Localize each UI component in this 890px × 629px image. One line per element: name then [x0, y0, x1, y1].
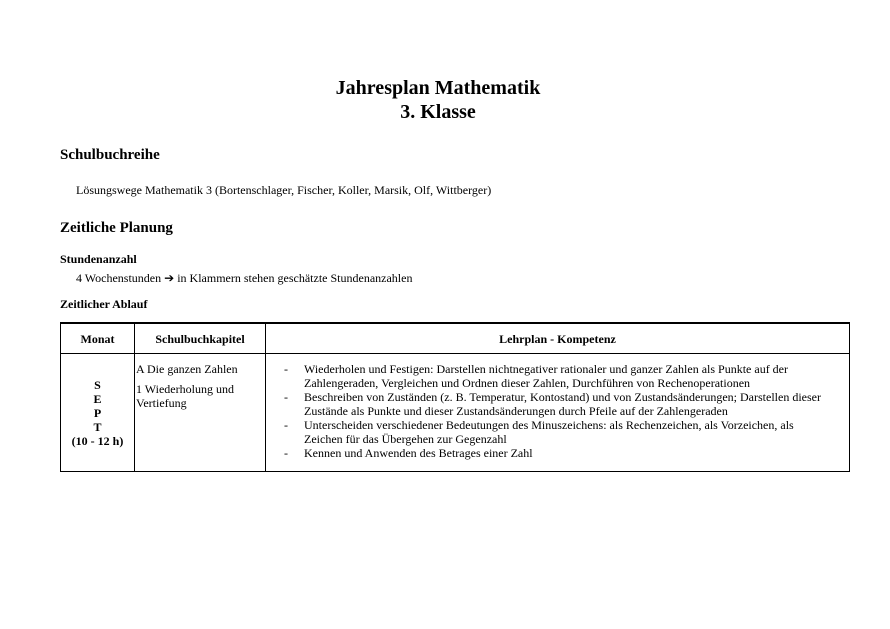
zeitliche-planung-heading: Zeitliche Planung: [60, 220, 173, 236]
stundenanzahl-heading: Stundenanzahl: [60, 252, 137, 266]
schulbuchreihe-text: Lösungswege Mathematik 3 (Bortenschlager, Fischer, Koller, Marsik, Olf, Wittberger): [76, 183, 492, 197]
month-letter: S: [94, 377, 101, 392]
list-item: - Wiederholen und Festigen: Darstellen nichtnegativer rationaler und ganzer Zahlen als Punkte auf der Zahlengeraden, Vergleichen und Ordnen dieser Zahlen, Durchführen von Rechenoperationen: [282, 362, 829, 390]
list-item: - Unterscheiden verschiedener Bedeutungen des Minuszeichens: als Rechenzeichen, als Vorzeichen, als Zeichen für das Übergehen zur Gegenzahl: [282, 418, 829, 446]
chapter-sub: 1 Wiederholung und Vertiefung: [136, 382, 234, 410]
month-cell: [61, 354, 135, 472]
table-header-row: [61, 323, 850, 354]
list-item: - Kennen und Anwenden des Betrages einer Zahl: [282, 446, 829, 460]
zeitlicher-ablauf-heading: Zeitlicher Ablauf: [60, 297, 148, 311]
title-line-1: Jahresplan Mathematik: [335, 77, 541, 99]
stundenanzahl-text: [76, 271, 412, 286]
month-letter: P: [93, 405, 102, 420]
header-schulbuchkapitel: Schulbuchkapitel: [135, 323, 266, 354]
document-title: [0, 76, 876, 124]
jahresplan-table: [60, 322, 850, 472]
schulbuchreihe-heading: Schulbuchreihe: [60, 147, 160, 163]
month-letter: T: [93, 419, 102, 434]
table-row: [61, 354, 850, 472]
chapter-main: A Die ganzen Zahlen: [136, 362, 238, 376]
list-item: - Beschreiben von Zuständen (z. B. Temperatur, Kontostand) und von Zustandsänderungen; Darstellen dieser Zustände als Punkte und dieser Zustandsänderungen durch Pfeile auf der Zahlengeraden: [282, 390, 829, 418]
stunden-prefix: 4 Wochenstunden: [76, 271, 162, 285]
competency-cell: [266, 354, 850, 472]
right-arrow-icon: ➔: [164, 271, 175, 285]
header-monat: Monat: [61, 323, 135, 354]
stunden-suffix: in Klammern stehen geschätzte Stundenanzahlen: [177, 271, 413, 285]
month-hours: (10 - 12 h): [71, 433, 124, 448]
month-letter: E: [93, 391, 102, 406]
header-lehrplan-kompetenz: Lehrplan - Kompetenz: [266, 323, 850, 354]
title-line-2: 3. Klasse: [400, 101, 476, 123]
chapter-cell: [135, 354, 266, 472]
competency-list: [282, 362, 829, 460]
